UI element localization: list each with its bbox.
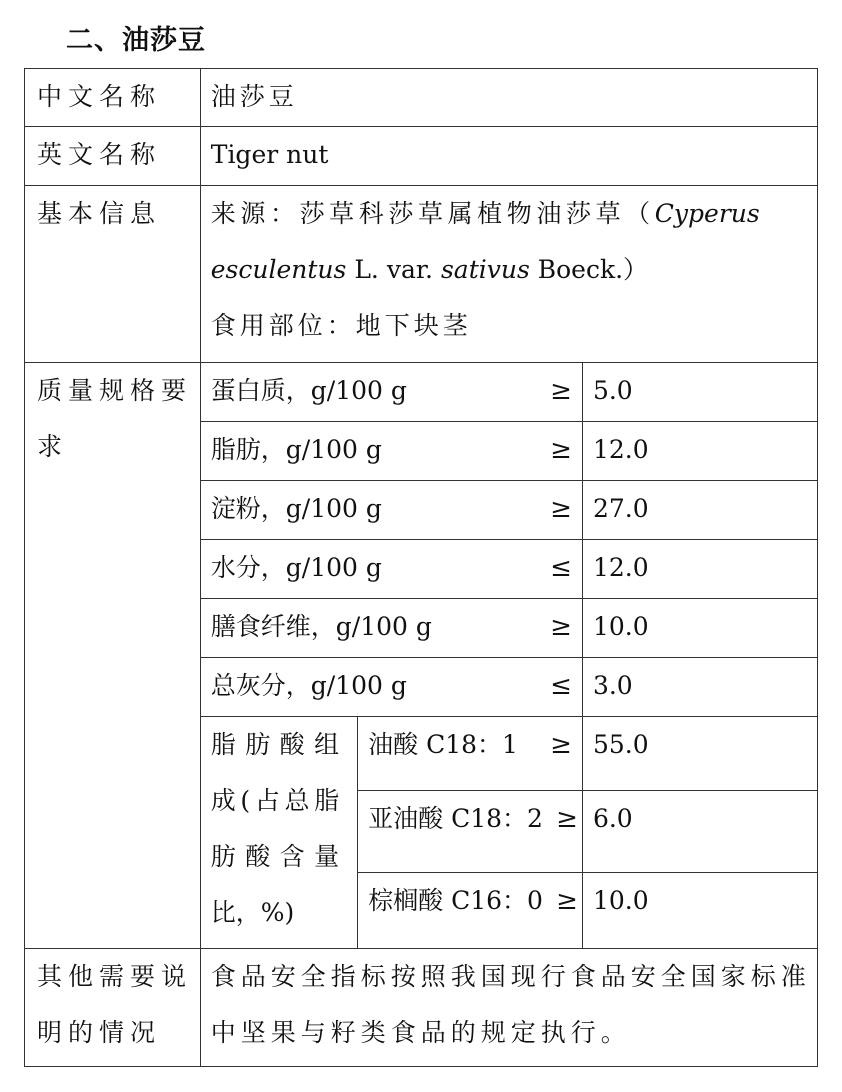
quality-label-line-1: 质量规格要 — [37, 376, 193, 405]
item-value: 10.0 — [582, 599, 817, 658]
item-value: 12.0 — [582, 540, 817, 599]
item-value: 5.0 — [582, 363, 817, 422]
item-name — [200, 658, 582, 717]
item-name — [200, 599, 582, 658]
species: esculentus — [210, 255, 347, 284]
other-label-line-1: 其他需要说 — [37, 962, 193, 991]
label-other — [25, 949, 201, 1067]
item-value: 27.0 — [582, 481, 817, 540]
item-name — [200, 481, 582, 540]
var-text: L. var. — [346, 255, 441, 284]
comparison-sign: ≥ — [556, 804, 578, 834]
item-value: 3.0 — [582, 658, 817, 717]
comparison-sign: ≥ — [550, 435, 572, 465]
item-label: 膳食纤维，g/100 g — [210, 612, 432, 641]
fa-item-value: 6.0 — [582, 791, 817, 873]
fa-item-name — [358, 873, 583, 949]
value-chinese-name: 油莎豆 — [200, 69, 817, 127]
spec-table — [24, 68, 818, 1067]
row-english-name — [25, 127, 818, 186]
row-other — [25, 949, 818, 1067]
row-chinese-name — [25, 69, 818, 127]
genus: Cyperus — [654, 199, 760, 228]
comparison-sign: ≥ — [550, 494, 572, 524]
fatty-acid-label-line-3: 肪酸含量 — [210, 842, 340, 871]
fa-item-label: 油酸 C18：1 — [368, 730, 518, 759]
comparison-sign: ≤ — [550, 671, 572, 701]
comparison-sign: ≥ — [550, 376, 572, 406]
comparison-sign: ≤ — [550, 553, 572, 583]
item-label: 蛋白质，g/100 g — [210, 376, 407, 405]
fa-item-name — [358, 791, 583, 873]
fatty-acid-label-line-2: 成(占总脂 — [210, 786, 340, 815]
section-heading: 二、油莎豆 — [66, 25, 206, 56]
other-value-line-2: 中坚果与籽类食品的规定执行。 — [210, 1018, 631, 1047]
fa-item-label: 棕榈酸 C16：0 — [368, 886, 543, 915]
item-name — [200, 540, 582, 599]
edible-part: 食用部位：地下块茎 — [210, 311, 472, 340]
label-quality — [25, 363, 201, 949]
comparison-sign: ≥ — [556, 886, 578, 916]
item-label: 总灰分，g/100 g — [210, 671, 407, 700]
other-value-line-1: 食品安全指标按照我国现行食品安全国家标准 — [210, 962, 811, 991]
item-label: 水分，g/100 g — [210, 553, 382, 582]
fa-item-name — [358, 717, 583, 791]
comparison-sign: ≥ — [550, 730, 572, 760]
source-prefix: 来源：莎草科莎草属植物油莎草（ — [210, 199, 655, 228]
fa-item-value: 10.0 — [582, 873, 817, 949]
variety: sativus — [440, 255, 530, 284]
value-basic-info — [200, 186, 817, 363]
label-chinese-name: 中文名称 — [25, 69, 201, 127]
author: Boeck.） — [529, 255, 649, 284]
item-label: 淀粉，g/100 g — [210, 494, 382, 523]
item-label: 脂肪，g/100 g — [210, 435, 382, 464]
value-other — [200, 949, 817, 1067]
fa-item-value: 55.0 — [582, 717, 817, 791]
row-protein — [25, 363, 818, 422]
fa-item-label: 亚油酸 C18：2 — [368, 804, 543, 833]
fatty-acid-label-line-1: 脂肪酸组 — [210, 730, 340, 759]
item-name — [200, 363, 582, 422]
source-line-1 — [211, 186, 817, 242]
value-english-name: Tiger nut — [200, 127, 817, 186]
label-fatty-acid — [200, 717, 357, 949]
other-label-line-2: 明的情况 — [37, 1018, 162, 1047]
fatty-acid-label-line-4: 比，%) — [210, 898, 295, 927]
comparison-sign: ≥ — [550, 612, 572, 642]
item-name — [200, 422, 582, 481]
source-line-2 — [211, 242, 817, 298]
quality-label-line-2: 求 — [37, 432, 69, 461]
row-basic-info — [25, 186, 818, 363]
label-english-name: 英文名称 — [25, 127, 201, 186]
label-basic-info: 基本信息 — [25, 186, 201, 363]
item-value: 12.0 — [582, 422, 817, 481]
